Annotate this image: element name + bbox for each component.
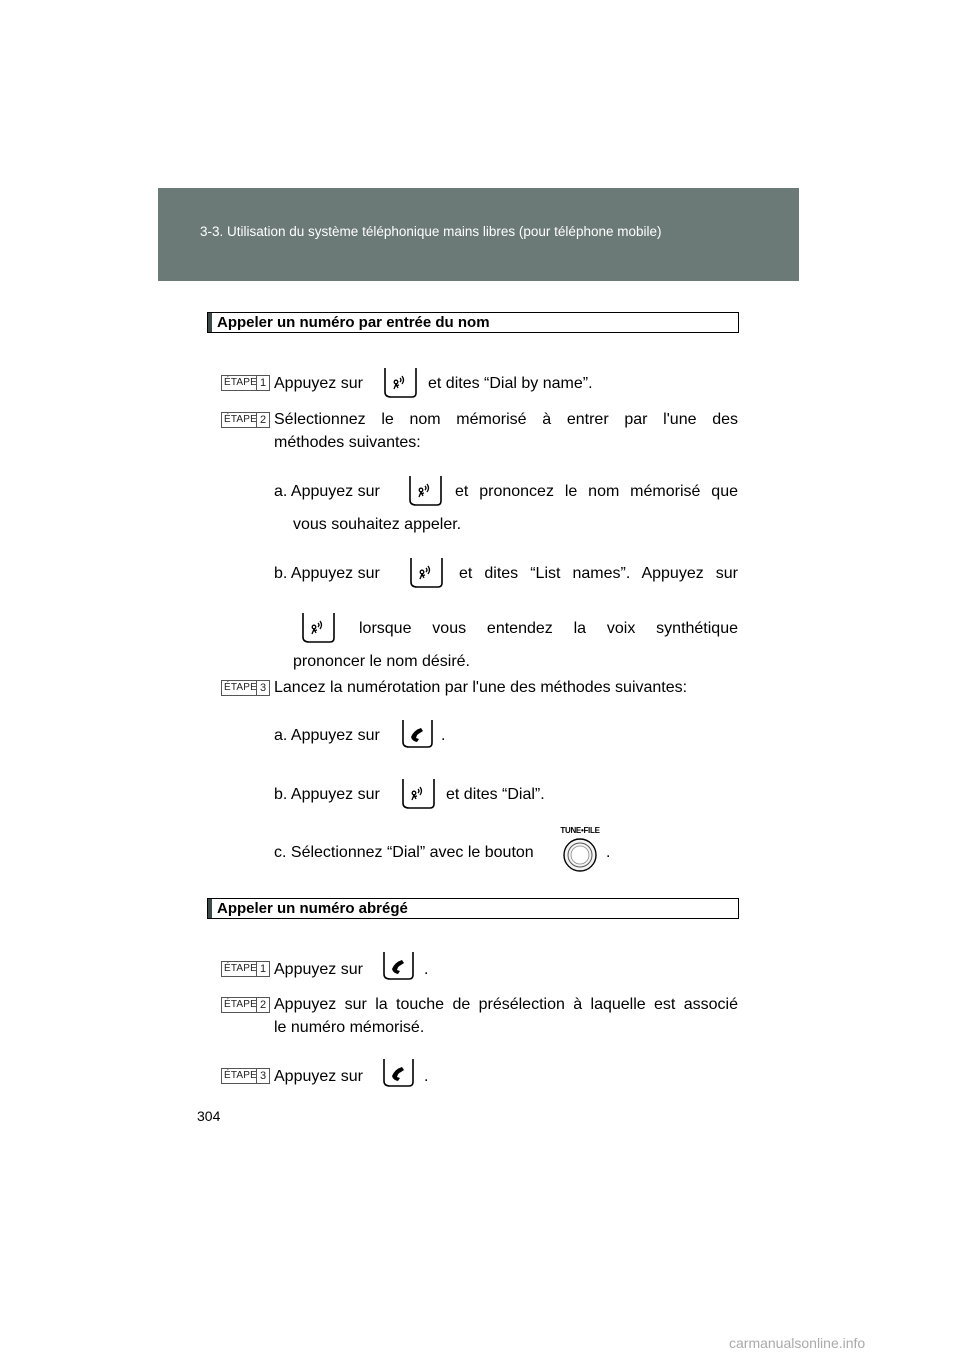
instruction-text: . (424, 961, 429, 978)
chapter-title: 3-3. Utilisation du système téléphonique mains libres (pour téléphone mobile) (200, 224, 662, 239)
knob-label: TUNE•FILE (560, 826, 600, 835)
talk-switch-icon (382, 366, 418, 400)
page-number: 304 (197, 1108, 221, 1124)
option-text: c. Sélectionnez “Dial” avec le bouton (274, 844, 534, 861)
off-hook-icon (381, 950, 415, 982)
instruction-text: Appuyez sur la touche de présélection à laquelle est associé (274, 996, 738, 1013)
section-title-speed-dial (207, 898, 739, 919)
option-text: . (606, 844, 611, 861)
step-badge (221, 1068, 270, 1084)
option-text: b. Appuyez sur (274, 565, 380, 582)
talk-switch-icon (300, 611, 336, 645)
option-text: lorsque vous entendez la voix synthétique (359, 620, 738, 637)
step-number: 1 (256, 376, 269, 390)
title-bar (208, 899, 212, 918)
title-bar (208, 313, 212, 332)
section-title-dial-by-name (207, 312, 739, 333)
instruction-text: méthodes suivantes: (274, 434, 421, 451)
step-badge (221, 375, 270, 391)
step-number: 3 (256, 681, 269, 695)
instruction-text: et dites “Dial by name”. (428, 375, 593, 392)
instruction-text: le numéro mémorisé. (274, 1019, 425, 1036)
option-text: a. Appuyez sur (274, 483, 380, 500)
off-hook-icon (381, 1057, 415, 1089)
off-hook-icon (400, 718, 434, 750)
option-text: vous souhaitez appeler. (293, 516, 462, 533)
option-text: a. Appuyez sur (274, 727, 380, 744)
step-label: ÉTAPE (224, 682, 258, 693)
chapter-header (158, 188, 799, 281)
instruction-text: Appuyez sur (274, 1068, 363, 1085)
section-title-text: Appeler un numéro par entrée du nom (217, 314, 490, 331)
watermark: carmanualsonline.info (729, 1335, 866, 1351)
step-label: ÉTAPE (224, 999, 258, 1010)
instruction-text: Sélectionnez le nom mémorisé à entrer par l'une des (274, 411, 738, 428)
step-label: ÉTAPE (224, 1070, 258, 1081)
option-text: et dites “Dial”. (446, 786, 545, 803)
step-label: ÉTAPE (224, 963, 258, 974)
talk-switch-icon (408, 556, 444, 590)
step-badge (221, 680, 270, 696)
option-text: prononcer le nom désiré. (293, 653, 470, 670)
step-badge (221, 412, 270, 428)
knob-graphic (562, 837, 598, 873)
instruction-text: Lancez la numérotation par l'une des méthodes suivantes: (274, 679, 688, 696)
step-number: 1 (256, 962, 269, 976)
step-label: ÉTAPE (224, 414, 258, 425)
step-number: 2 (256, 413, 269, 427)
instruction-text: Appuyez sur (274, 961, 363, 978)
instruction-text: . (424, 1068, 429, 1085)
option-text: et dites “List names”. Appuyez sur (459, 565, 738, 582)
step-label: ÉTAPE (224, 377, 258, 388)
instruction-text: Appuyez sur (274, 375, 363, 392)
talk-switch-icon (400, 777, 436, 811)
option-text: b. Appuyez sur (274, 786, 380, 803)
section-title-text: Appeler un numéro abrégé (217, 900, 408, 917)
step-number: 2 (256, 998, 269, 1012)
talk-switch-icon (407, 474, 443, 508)
step-badge (221, 961, 270, 977)
tune-file-knob-icon (560, 826, 600, 874)
step-badge (221, 997, 270, 1013)
option-text: et prononcez le nom mémorisé que (455, 483, 738, 500)
option-text: . (441, 727, 446, 744)
step-number: 3 (256, 1069, 269, 1083)
